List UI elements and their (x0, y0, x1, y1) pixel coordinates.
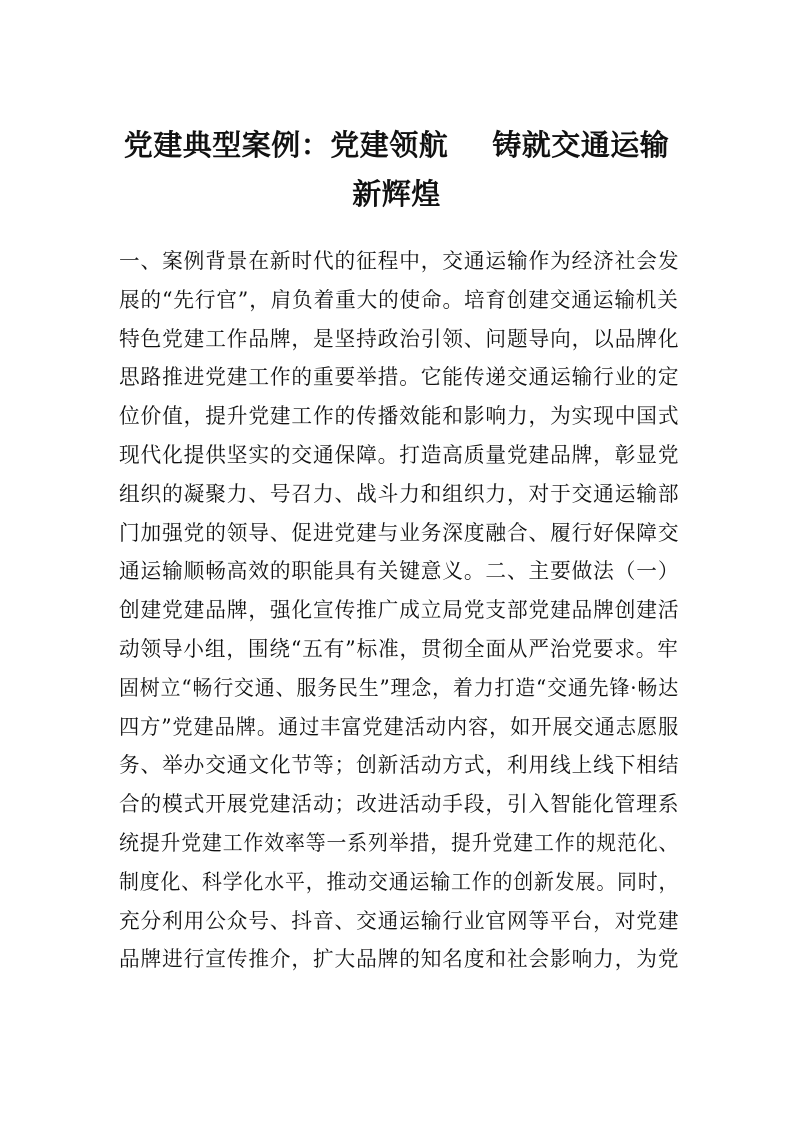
body-line: 思路推进党建工作的重要举措。它能传递交通运输行业的定 (119, 365, 680, 390)
title-part-1: 党建典型案例：党建领航 (123, 128, 449, 162)
body-line: 固树立“畅行交通、服务民生”理念，着力打造“交通先锋·畅达 (119, 675, 680, 700)
body-line: 位价值，提升党建工作的传播效能和影响力，为实现中国式 (119, 404, 680, 429)
body-line: 制度化、科学化水平，推动交通运输工作的创新发展。同时， (119, 869, 680, 894)
body-line: 门加强党的领导、促进党建与业务深度融合、履行好保障交 (119, 520, 680, 545)
document-title-line-2: 新辉煌 (352, 177, 441, 211)
body-line: 组织的凝聚力、号召力、战斗力和组织力，对于交通运输部 (119, 481, 680, 506)
body-line: 务、举办交通文化节等；创新活动方式，利用线上线下相结 (119, 753, 680, 778)
body-line: 品牌进行宣传推介，扩大品牌的知名度和社会影响力，为党 (119, 947, 680, 972)
body-line: 特色党建工作品牌，是坚持政治引领、问题导向，以品牌化 (119, 326, 680, 351)
body-line: 通运输顺畅高效的职能具有关键意义。二、主要做法（一） (119, 559, 680, 584)
body-line: 合的模式开展党建活动；改进活动手段，引入智能化管理系 (119, 792, 680, 817)
body-line: 现代化提供坚实的交通保障。打造高质量党建品牌，彰显党 (119, 442, 680, 467)
document-title-line-1 (0, 127, 793, 163)
body-line: 统提升党建工作效率等一系列举措，提升党建工作的规范化、 (119, 830, 680, 855)
body-line: 充分利用公众号、抖音、交通运输行业官网等平台，对党建 (119, 908, 680, 933)
body-line: 展的“先行官”，肩负着重大的使命。培育创建交通运输机关 (119, 287, 679, 312)
body-line: 四方”党建品牌。通过丰富党建活动内容，如开展交通志愿服 (119, 714, 680, 739)
body-line: 创建党建品牌，强化宣传推广成立局党支部党建品牌创建活 (119, 598, 680, 623)
body-line: 动领导小组，围绕“五有”标准，贯彻全面从严治党要求。牢 (119, 636, 679, 661)
title-part-2: 铸就交通运输 (492, 128, 670, 162)
body-line: 一、案例背景在新时代的征程中，交通运输作为经济社会发 (119, 249, 680, 273)
document-body (119, 242, 679, 979)
